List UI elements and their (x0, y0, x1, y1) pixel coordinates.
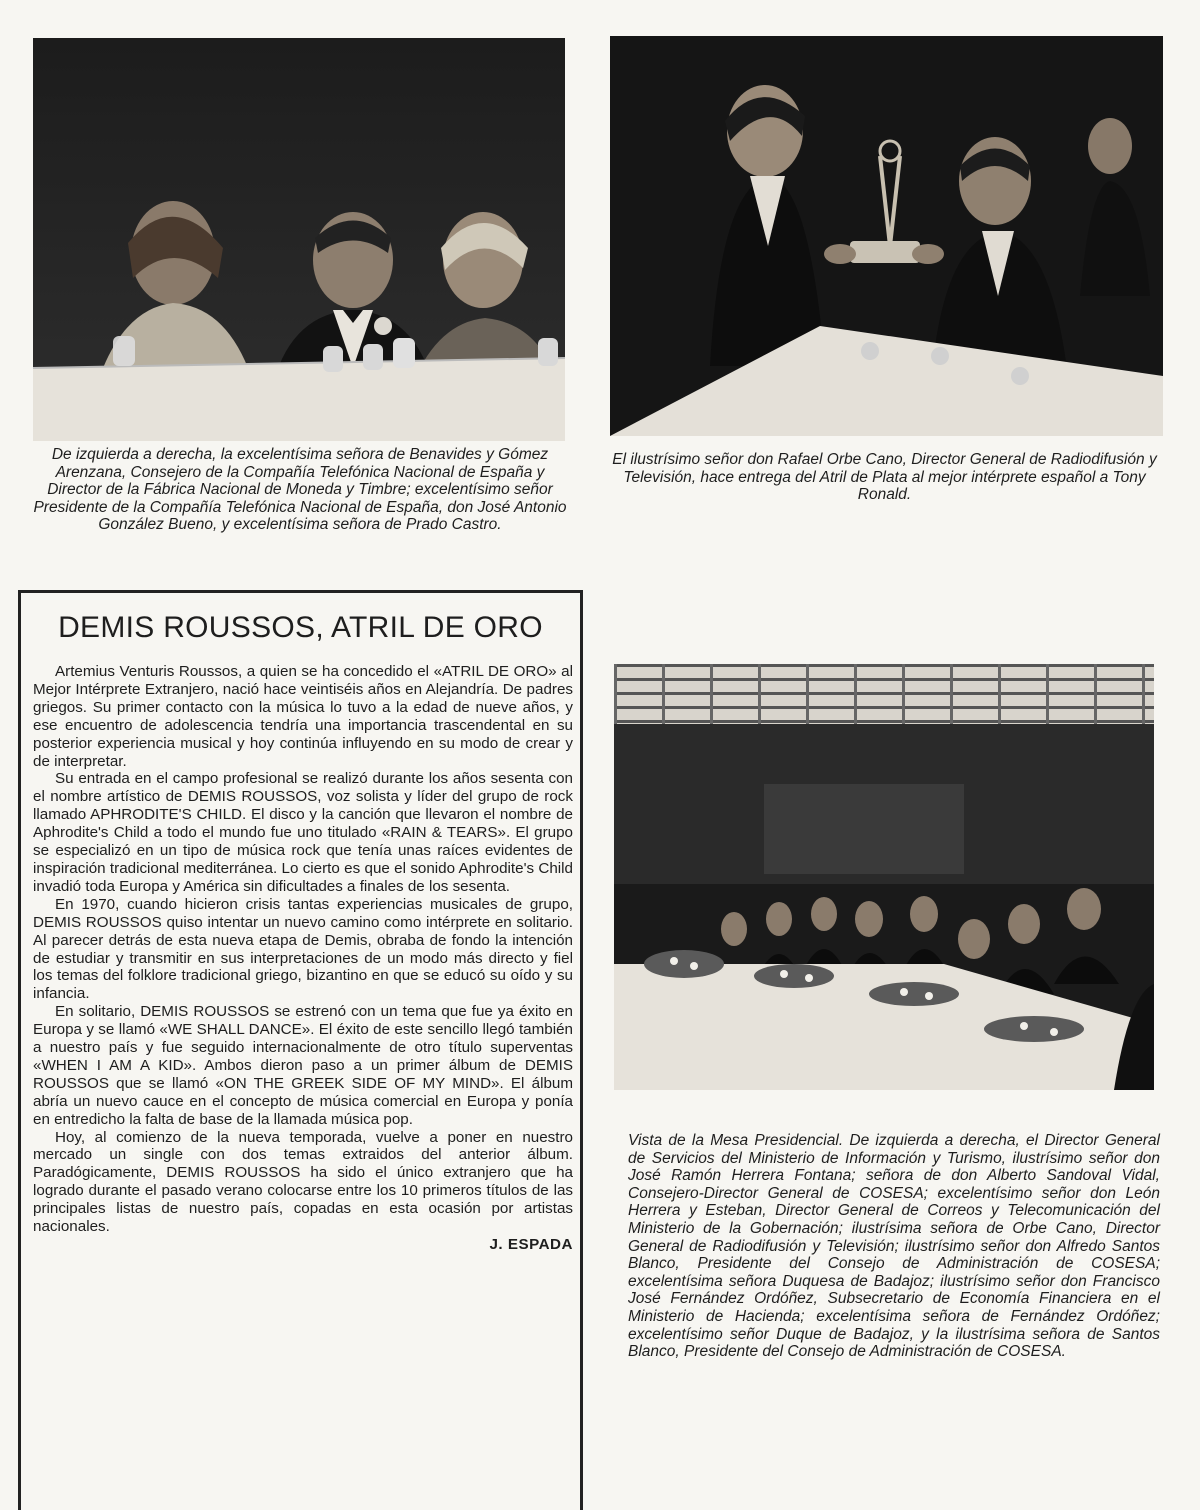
caption-bottom-right: Vista de la Mesa Presidencial. De izquierda a derecha, el Director General de Servicios del Ministerio de Información y Turismo, ilustrísimo señor don José Ramón Herrera Fontana; señora de don Alberto Sandoval Vidal, Consejero-Director General de COSESA; excelentísimo señor don León Herrera y Esteban, Director General de Correos y Telecomunicación del Ministerio de la Gobernación; ilustrísima señora de Orbe Cano, Director General de Radiodifusión y Televisión; ilustrísimo señor don Alfredo Santos Blanco, Presidente del Consejo de Administración de COSESA; excelentísima señora Duquesa de Badajoz; ilustrísimo señor don Francisco José Fernández Ordóñez, Subsecretario de Economía Financiera en el Ministerio de Hacienda; excelentísima señora de Fernández Ordóñez; excelentísimo señor Duque de Badajoz, y la ilustrísima señora de Santos Blanco, Presidente del Consejo de Administración de COSESA. (628, 1132, 1160, 1361)
presidential-table-image (614, 664, 1154, 1090)
article-author: J. ESPADA (489, 1236, 573, 1253)
photo-bottom-right (614, 664, 1154, 1090)
article-paragraph-3: En 1970, cuando hicieron crisis tantas experiencias musicales de grupo, DEMIS ROUSSOS quiso intentar un nuevo camino como intérprete en solitario. Al parecer detrás de esta nueva etapa de Demis, obraba de fondo la intención de estudiar y transmitir en sus interpretaciones de un modo más directo y fiel los temas del folklore tradicional griego, bizantino en que se educó su oído y su infancia. (33, 895, 573, 1003)
article-paragraph-2: Su entrada en el campo profesional se realizó durante los años sesenta con el nombre artístico de DEMIS ROUSSOS, voz solista y líder del grupo de rock llamado APHRODITE'S CHILD. El disco y la canción que llevaron el nombre de Aphrodite's Child a todo el mundo fue uno titulado «RAIN & TEARS». El grupo se especializó en un tipo de música rock que tenía unas raíces evidentes de inspiración tradicional mediterránea. Lo cierto es que el sonido Aphrodite's Child invadió toda Europa y América sin dificultades a finales de los sesenta. (33, 770, 573, 895)
article-box (18, 590, 583, 1510)
article-paragraph-5: Hoy, al comienzo de la nueva temporada, vuelve a poner en nuestro mercado un single con dos temas extraidos del anterior álbum. Paradógicamente, DEMIS ROUSSOS ha sido el único extranjero que ha logrado durante el pasado verano colocarse entre los 10 primeros títulos de las principales listas de nuestro país, copadas en esta ocasión por artistas nacionales. (33, 1128, 573, 1236)
caption-top-right: El ilustrísimo señor don Rafael Orbe Cano, Director General de Radiodifusión y Televisión, hace entrega del Atril de Plata al mejor intérprete español a Tony Ronald. (612, 451, 1157, 504)
article-body (33, 663, 573, 1254)
award-handover-image (610, 36, 1163, 436)
photo-top-right (610, 36, 1163, 436)
caption-top-left: De izquierda a derecha, la excelentísima señora de Benavides y Gómez Arenzana, Consejero de la Compañía Telefónica Nacional de España y Director de la Fábrica Nacional de Moneda y Timbre; excelentísimo señor Presidente de la Compañía Telefónica Nacional de España, don José Antonio González Bueno, y excelentísima señora de Prado Castro. (33, 446, 567, 534)
banquet-guests-image (33, 38, 565, 441)
article-paragraph-4: En solitario, DEMIS ROUSSOS se estrenó con un tema que fue ya éxito en Europa y se llamó «WE SHALL DANCE». El éxito de este sencillo llegó también a nuestro país y fue seguido internacionalmente de otro título superventas «WHEN I AM A KID». Ambos dieron paso a un primer álbum de DEMIS ROUSSOS que se llamó «ON THE GREEK SIDE OF MY MIND». El álbum abría un nuevo cauce en el concepto de música comercial en Europa y ponía en entredicho la falta de base de la llamada música pop. (33, 1003, 573, 1128)
article-paragraph-1: Artemius Venturis Roussos, a quien se ha concedido el «ATRIL DE ORO» al Mejor Intérprete Extranjero, nació hace veintiséis años en Alejandría. De padres griegos. Su primer contacto con la música lo tuvo a la edad de nueve años, y ese encuentro de adolescencia tendría una importancia trascendental en su posterior experiencia musical y hoy continúa influyendo en su modo de crear y de interpretar. (33, 663, 573, 770)
article-title: DEMIS ROUSSOS, ATRIL DE ORO (58, 611, 543, 644)
photo-top-left (33, 38, 565, 441)
